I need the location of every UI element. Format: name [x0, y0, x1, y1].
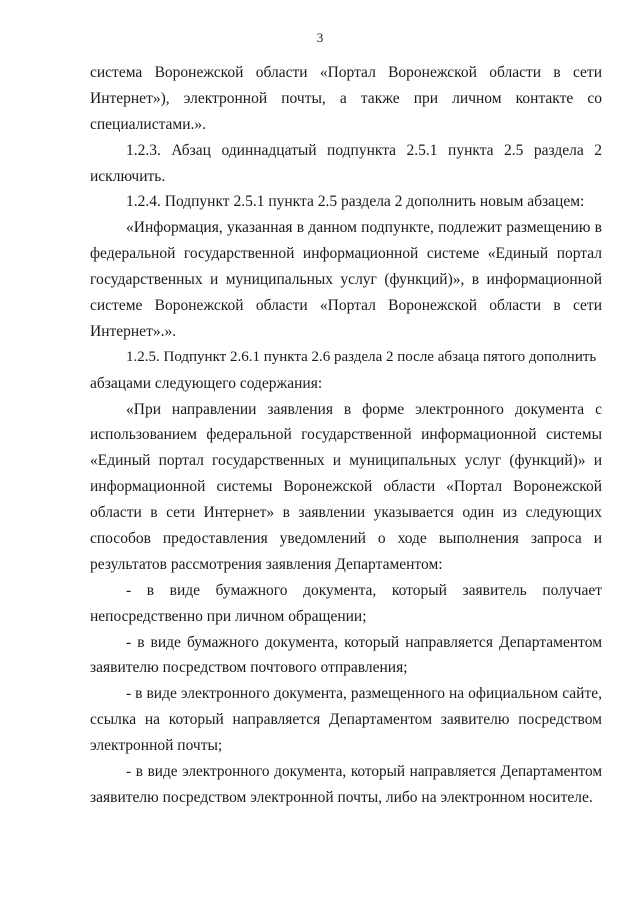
text-line: 1.2.4. Подпункт 2.5.1 пункта 2.5 раздела 2 дополнить новым абзацем:: [126, 193, 585, 211]
text-line: информационной системы Воронежской области «Портал Воронежской: [90, 478, 602, 496]
text-line: Интернет»), электронной почты, а также при личном контакте со: [90, 89, 602, 107]
text-line: электронной почты;: [90, 737, 223, 755]
text-line: использованием федеральной государственной информационной системы: [90, 426, 602, 444]
text-line: непосредственно при личном обращении;: [90, 607, 367, 625]
document-body: [90, 60, 602, 811]
text-line: исключить.: [90, 167, 166, 185]
text-line: «При направлении заявления в форме электронного документа с: [126, 400, 602, 418]
text-line: федеральной государственной информационной системе «Единый портал: [90, 245, 602, 263]
text-line: «Информация, указанная в данном подпункте, подлежит размещению в: [126, 219, 602, 237]
text-line: ссылка на который направляется Департаментом заявителю посредством: [90, 711, 602, 729]
text-line: заявителю посредством почтового отправления;: [90, 659, 408, 677]
page-number: 3: [316, 30, 324, 45]
text-line: специалистами.».: [90, 115, 207, 133]
text-line: система Воронежской области «Портал Воронежской области в сети: [90, 64, 602, 81]
text-line: «Единый портал государственных и муниципальных услуг (функций)» и: [90, 452, 602, 470]
text-line: способов предоставления уведомлений о ходе выполнения запроса и: [90, 530, 602, 548]
text-line: - в виде электронного документа, размещенного на официальном сайте,: [126, 685, 602, 703]
text-line: 1.2.5. Подпункт 2.6.1 пункта 2.6 раздела 2 после абзаца пятого дополнить: [126, 348, 597, 365]
text-line: 1.2.3. Абзац одиннадцатый подпункта 2.5.1 пункта 2.5 раздела 2: [126, 141, 602, 159]
text-line: результатов рассмотрения заявления Департаментом:: [90, 555, 443, 573]
text-line: Интернет».».: [90, 322, 177, 340]
text-line: - в виде бумажного документа, который направляется Департаментом: [126, 633, 602, 651]
text-line: области в сети Интернет» в заявлении указывается один из следующих: [90, 504, 602, 522]
text-line: государственных и муниципальных услуг (функций)», в информационной: [90, 271, 602, 289]
text-line: - в виде бумажного документа, который заявитель получает: [126, 581, 602, 599]
text-line: заявителю посредством электронной почты, либо на электронном носителе.: [90, 788, 593, 806]
text-line: абзацами следующего содержания:: [90, 374, 323, 392]
text-line: - в виде электронного документа, который направляется Департаментом: [126, 763, 602, 781]
text-line: системе Воронежской области «Портал Воронежской области в сети: [90, 297, 602, 315]
